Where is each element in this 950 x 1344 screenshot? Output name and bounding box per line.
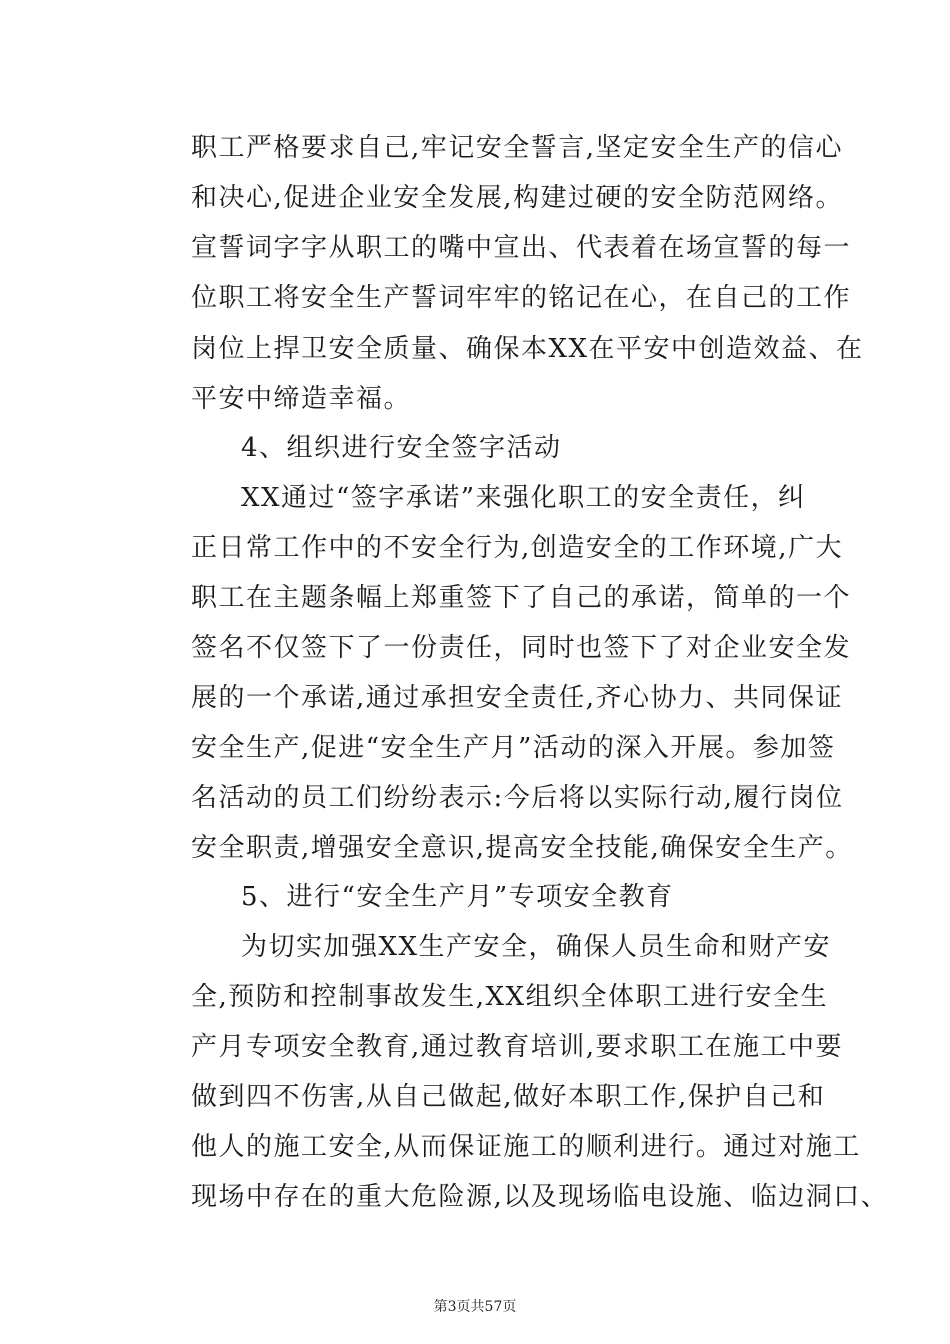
body-line-13: 安全生产,促进“安全生产月”活动的深入开展。参加签 [191,733,836,763]
body-line-9: 正日常工作中的不安全行为,创造安全的工作环境,广大 [191,533,844,563]
body-line-8: XX通过“签字承诺”来强化职工的安全责任，纠 [241,483,806,513]
body-line-3: 宣誓词字字从职工的嘴中宣出、代表着在场宣誓的每一 [191,233,852,263]
body-line-20: 做到四不伤害,从自己做起,做好本职工作,保护自己和 [191,1082,826,1112]
section-heading-4: 4、组织进行安全签字活动 [241,433,562,463]
body-line-18: 全,预防和控制事故发生,XX组织全体职工进行安全生 [191,982,829,1012]
page-footer: 第3页共57页 [433,1299,517,1315]
body-line-21: 他人的施工安全,从而保证施工的顺利进行。通过对施工 [191,1132,861,1162]
body-line-19: 产月专项安全教育,通过教育培训,要求职工在施工中要 [191,1032,844,1062]
body-line-2: 和决心,促进企业安全发展,构建过硬的安全防范网络。 [191,183,844,213]
body-line-5: 岗位上捍卫安全质量、确保本XX在平安中创造效益、在 [191,334,864,364]
body-line-10: 职工在主题条幅上郑重签下了自己的承诺，简单的一个 [191,583,852,613]
body-line-22: 现场中存在的重大危险源,以及现场临电设施、临边洞口、 [191,1182,889,1212]
body-line-1: 职工严格要求自己,牢记安全誓言,坚定安全生产的信心 [191,133,844,163]
body-line-12: 展的一个承诺,通过承担安全责任,齐心协力、共同保证 [191,683,844,713]
body-line-14: 名活动的员工们纷纷表示:今后将以实际行动,履行岗位 [191,783,844,813]
body-line-6: 平安中缔造幸福。 [191,384,412,414]
body-line-11: 签名不仅签下了一份责任，同时也签下了对企业安全发 [191,633,852,663]
body-line-4: 位职工将安全生产誓词牢牢的铭记在心，在自己的工作 [191,283,852,313]
body-line-15: 安全职责,增强安全意识,提高安全技能,确保安全生产。 [191,833,853,863]
body-line-17: 为切实加强XX生产安全，确保人员生命和财产安 [241,932,832,962]
section-heading-5: 5、进行“安全生产月”专项安全教育 [241,882,674,912]
